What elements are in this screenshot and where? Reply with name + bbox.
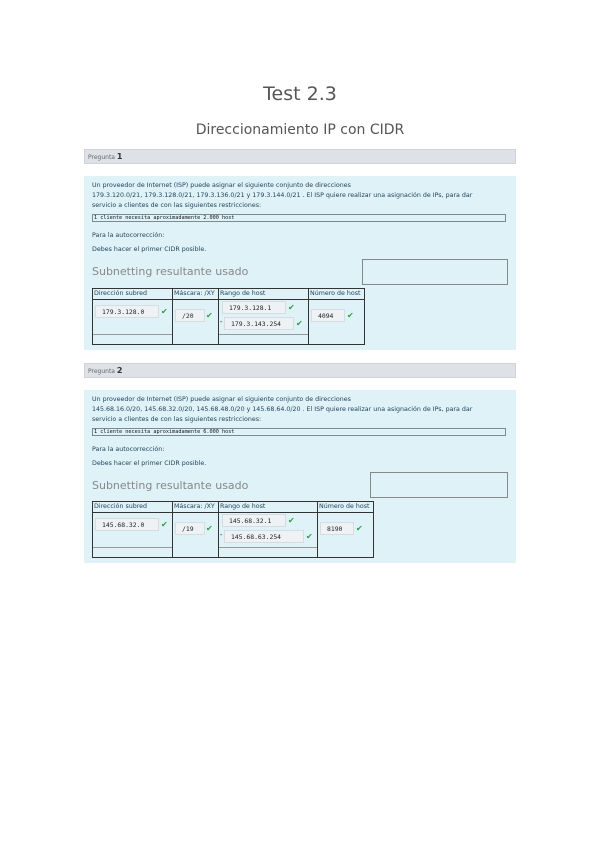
- header-mask: Máscara: /XY: [173, 502, 219, 513]
- cell-hosts: [318, 513, 374, 558]
- check-icon: ✔: [161, 307, 168, 316]
- row-divider: [219, 547, 317, 548]
- autocorrect-label: Para la autocorrección:: [92, 446, 165, 453]
- check-icon: ✔: [347, 311, 354, 320]
- header-hosts: Número de host: [318, 502, 374, 513]
- check-icon: ✔: [288, 303, 295, 312]
- cell-range: [219, 513, 318, 558]
- question-label: Pregunta: [88, 368, 115, 375]
- check-icon: ✔: [206, 524, 213, 533]
- row-divider: [219, 334, 308, 335]
- answer-blank-box: [370, 472, 508, 498]
- question-header-1: [84, 149, 516, 164]
- cell-hosts: [309, 300, 365, 345]
- question-addresses: 145.68.16.0/20, 145.68.32.0/20, 145.68.48.0/20 y 145.68.64.0/20 . El ISP quiere realizar una asignación de IPs, para dar: [92, 406, 473, 413]
- cell-mask: [173, 513, 219, 558]
- question-box-2: [84, 390, 516, 563]
- check-icon: ✔: [161, 520, 168, 529]
- question-number: 1: [116, 152, 123, 161]
- check-icon: ✔: [296, 319, 303, 328]
- page-subtitle: Direccionamiento IP con CIDR: [195, 122, 405, 138]
- subnet-input[interactable]: 145.68.32.0: [95, 518, 159, 531]
- cell-mask: [173, 300, 219, 345]
- row-divider: [93, 334, 172, 335]
- header-mask: Máscara: /XY: [173, 289, 219, 300]
- header-subnet: Dirección subred: [93, 502, 173, 513]
- subnetting-title: Subnetting resultante usado: [92, 479, 249, 492]
- question-addresses: 179.3.120.0/21, 179.3.128.0/21, 179.3.136.0/21 y 179.3.144.0/21 . El ISP quiere realizar una asignación de IPs, para dar: [92, 192, 473, 199]
- hosts-input[interactable]: 4094: [311, 309, 345, 322]
- range-end-input[interactable]: 145.68.63.254: [224, 530, 304, 543]
- range-separator: -: [220, 531, 223, 539]
- range-end-input[interactable]: 179.3.143.254: [224, 317, 294, 330]
- mask-input[interactable]: /19: [175, 522, 205, 535]
- subnetting-table: [92, 288, 365, 345]
- autocorrect-label: Para la autocorrección:: [92, 232, 165, 239]
- question-number: 2: [116, 366, 123, 375]
- cell-subnet: [93, 300, 173, 345]
- question-box-1: [84, 176, 516, 350]
- check-icon: ✔: [206, 311, 213, 320]
- question-intro: Un proveedor de Internet (ISP) puede asignar el siguiente conjunto de direcciones: [92, 182, 351, 189]
- row-divider: [93, 547, 172, 548]
- subnet-input[interactable]: 179.3.128.0: [95, 305, 159, 318]
- question-restriction-intro: servicio a clientes de con las siguientes restricciones:: [92, 202, 262, 209]
- question-intro: Un proveedor de Internet (ISP) puede asignar el siguiente conjunto de direcciones: [92, 396, 351, 403]
- question-condition: 1 cliente necesita aproximadamente 2.000 host: [92, 214, 506, 222]
- header-range: Rango de host: [219, 289, 309, 300]
- subnetting-table: [92, 501, 374, 558]
- header-hosts: Número de host: [309, 289, 365, 300]
- subnetting-title: Subnetting resultante usado: [92, 265, 249, 278]
- question-condition: 1 cliente necesita aproximadamente 6.000 host: [92, 428, 506, 436]
- mask-input[interactable]: /20: [175, 309, 205, 322]
- instruction-text: Debes hacer el primer CIDR posible.: [92, 246, 207, 253]
- question-header-2: [84, 363, 516, 378]
- check-icon: ✔: [288, 516, 295, 525]
- check-icon: ✔: [306, 532, 313, 541]
- hosts-input[interactable]: 8190: [320, 522, 354, 535]
- cell-range: [219, 300, 309, 345]
- cell-subnet: [93, 513, 173, 558]
- header-range: Rango de host: [219, 502, 318, 513]
- answer-blank-box: [362, 259, 508, 285]
- range-start-input[interactable]: 145.68.32.1: [222, 514, 286, 527]
- question-restriction-intro: servicio a clientes de con las siguientes restricciones:: [92, 416, 262, 423]
- range-separator: -: [220, 318, 223, 326]
- header-subnet: Dirección subred: [93, 289, 173, 300]
- question-label: Pregunta: [88, 154, 115, 161]
- page-title: Test 2.3: [263, 83, 337, 105]
- instruction-text: Debes hacer el primer CIDR posible.: [92, 460, 207, 467]
- check-icon: ✔: [356, 524, 363, 533]
- range-start-input[interactable]: 179.3.128.1: [222, 301, 286, 314]
